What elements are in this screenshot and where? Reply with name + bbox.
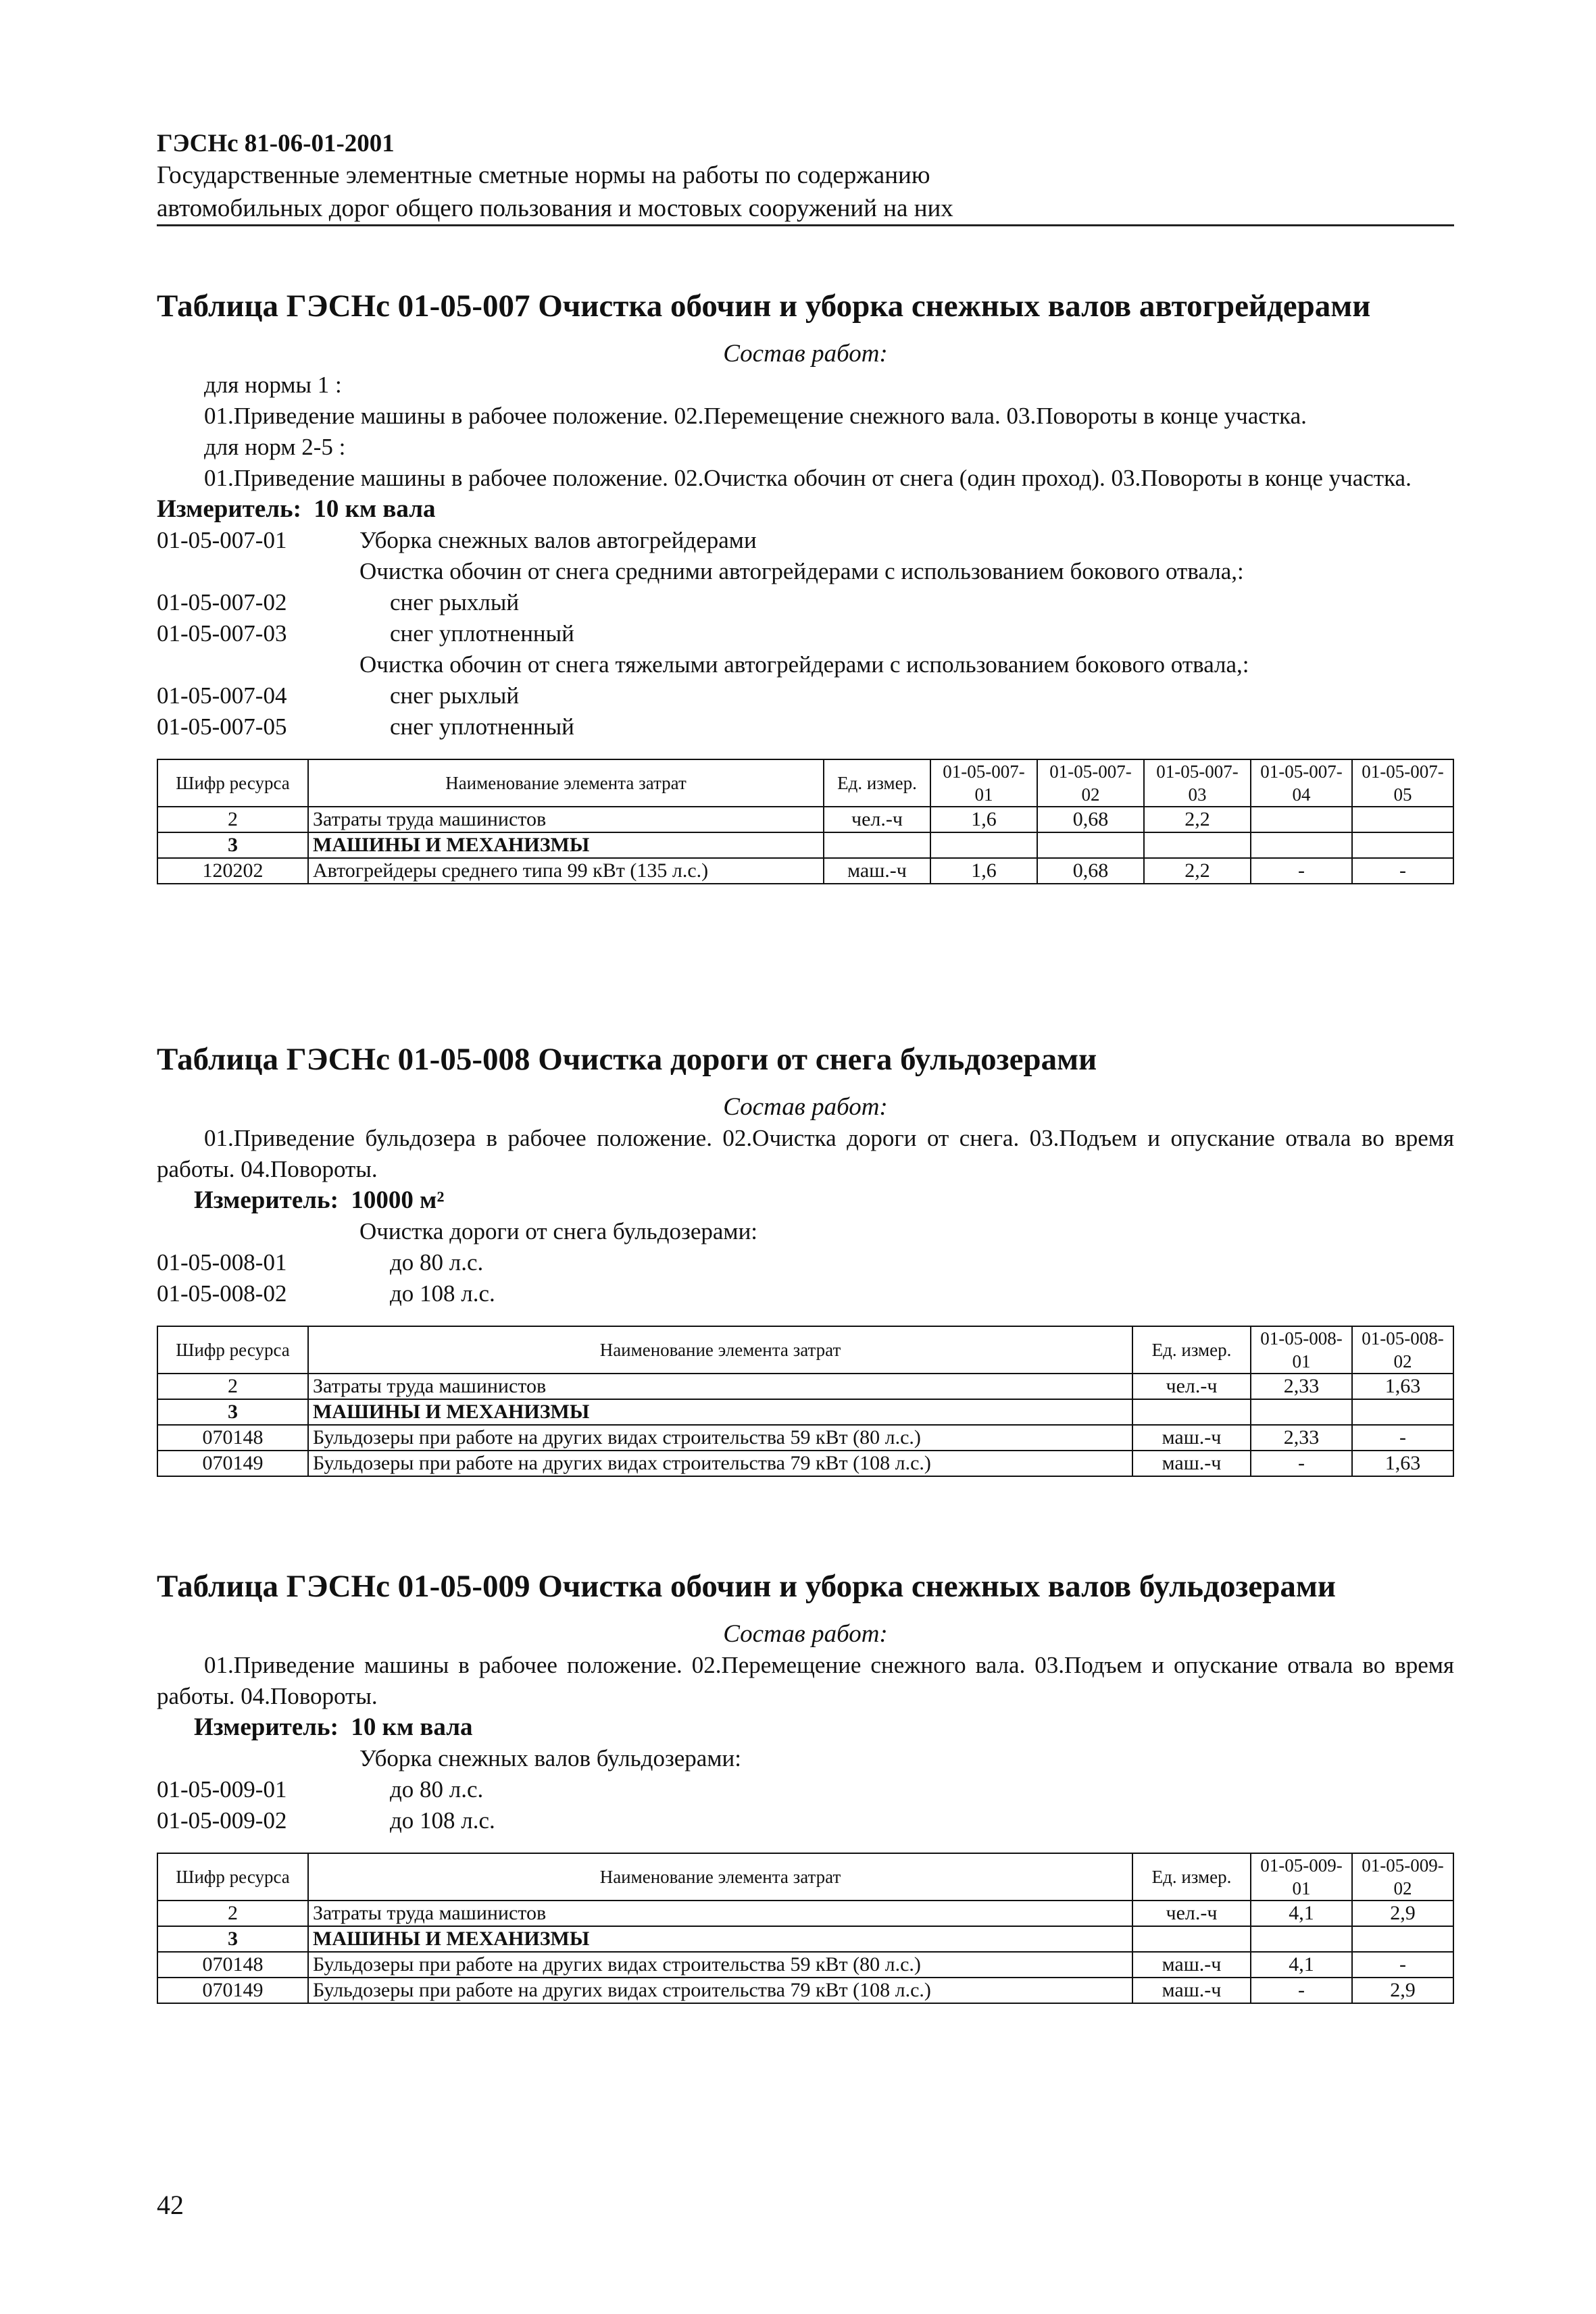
measure-unit: Измеритель: 10000 м² [194, 1186, 445, 1214]
work-description: 01.Приведение машины в рабочее положение. 02.Перемещение снежного вала. 03.Подъем и опускание отвала во время работы. 04.Повороты. [157, 1652, 1454, 1709]
resource-table [157, 1326, 1454, 1477]
section-title: Таблица ГЭСНс 01-05-007 Очистка обочин и уборка снежных валов автогрейдерами [157, 288, 1371, 324]
document-subtitle-line2: автомобильных дорог общего пользования и мостовых сооружений на них [157, 193, 1454, 226]
column-header: Наименование элемента затрат [308, 1853, 1132, 1901]
column-header: Наименование элемента затрат [308, 1326, 1132, 1374]
norm-item: 01-05-008-01 до 80 л.с. [157, 1249, 484, 1276]
column-header: Шифр ресурса [157, 759, 308, 807]
norm-scope-1: для нормы 1 : [204, 372, 342, 398]
column-header: Ед. измер. [1132, 1326, 1251, 1374]
norm-item: Уборка снежных валов бульдозерами: [359, 1745, 741, 1771]
column-header: 01-05-007-05 [1352, 759, 1453, 807]
table-row: 3 МАШИНЫ И МЕХАНИЗМЫ [157, 832, 1453, 858]
column-header: 01-05-009-01 [1251, 1853, 1352, 1901]
table-row: 120202 Автогрейдеры среднего типа 99 кВт (135 л.с.) маш.-ч 1,6 0,68 2,2 - - [157, 858, 1453, 884]
column-header: Ед. измер. [824, 759, 930, 807]
resource-table [157, 1853, 1454, 2004]
section-title: Таблица ГЭСНс 01-05-008 Очистка дороги от снега бульдозерами [157, 1042, 1097, 1077]
norm-item: 01-05-007-01 Уборка снежных валов автогрейдерами [157, 527, 757, 553]
norm-item: 01-05-007-05 снег уплотненный [157, 713, 574, 740]
column-header: 01-05-007-04 [1251, 759, 1352, 807]
work-description-1: 01.Приведение машины в рабочее положение. 02.Перемещение снежного вала. 03.Повороты в конце участка. [204, 403, 1307, 429]
column-header: 01-05-008-02 [1352, 1326, 1453, 1374]
norm-item: Очистка обочин от снега тяжелыми автогрейдерами с использованием бокового отвала,: [359, 651, 1249, 678]
column-header: 01-05-007-03 [1144, 759, 1251, 807]
table-row: 2 Затраты труда машинистов чел.-ч 4,1 2,9 [157, 1901, 1453, 1926]
section-01-05-008 [157, 1040, 1454, 1477]
column-header: 01-05-008-01 [1251, 1326, 1352, 1374]
table-row: 2 Затраты труда машинистов чел.-ч 1,6 0,68 2,2 [157, 807, 1453, 832]
column-header: 01-05-007-01 [930, 759, 1037, 807]
section-title: Таблица ГЭСНс 01-05-009 Очистка обочин и уборка снежных валов бульдозерами [157, 1569, 1336, 1604]
table-row: 070149 Бульдозеры при работе на других видах строительства 79 кВт (108 л.с.) маш.-ч - 1,63 [157, 1451, 1453, 1476]
norm-item: 01-05-007-04 снег рыхлый [157, 682, 520, 709]
norm-item: 01-05-009-02 до 108 л.с. [157, 1807, 495, 1834]
table-header-row [157, 759, 1453, 807]
column-header: Шифр ресурса [157, 1326, 308, 1374]
work-composition-label: Состав работ: [723, 1093, 888, 1121]
table-row: 070148 Бульдозеры при работе на других видах строительства 59 кВт (80 л.с.) маш.-ч 4,1 - [157, 1952, 1453, 1978]
column-header: Наименование элемента затрат [308, 759, 824, 807]
table-row: 3 МАШИНЫ И МЕХАНИЗМЫ [157, 1399, 1453, 1425]
measure-unit: Измеритель: 10 км вала [157, 495, 436, 523]
table-row: 070148 Бульдозеры при работе на других видах строительства 59 кВт (80 л.с.) маш.-ч 2,33 - [157, 1425, 1453, 1451]
norm-item: 01-05-009-01 до 80 л.с. [157, 1776, 484, 1803]
resource-table [157, 759, 1454, 884]
section-01-05-007 [157, 287, 1454, 884]
page-number: 42 [157, 2190, 184, 2220]
norm-item: 01-05-007-03 снег уплотненный [157, 620, 574, 647]
norm-item: Очистка дороги от снега бульдозерами: [359, 1218, 758, 1244]
column-header: Шифр ресурса [157, 1853, 308, 1901]
document-subtitle-line1: Государственные элементные сметные нормы на работы по содержанию [157, 161, 930, 189]
table-header-row [157, 1853, 1453, 1901]
table-row: 2 Затраты труда машинистов чел.-ч 2,33 1,63 [157, 1374, 1453, 1399]
norm-item: 01-05-007-02 снег рыхлый [157, 589, 520, 615]
measure-unit: Измеритель: 10 км вала [194, 1713, 473, 1741]
column-header: 01-05-009-02 [1352, 1853, 1453, 1901]
column-header: Ед. измер. [1132, 1853, 1251, 1901]
norm-item: 01-05-008-02 до 108 л.с. [157, 1280, 495, 1307]
work-description: 01.Приведение бульдозера в рабочее положение. 02.Очистка дороги от снега. 03.Подъем и опускание отвала во время работы. 04.Повороты. [157, 1125, 1454, 1182]
work-composition-label: Состав работ: [723, 1620, 888, 1648]
norm-item: Очистка обочин от снега средними автогрейдерами с использованием бокового отвала,: [359, 558, 1244, 584]
column-header: 01-05-007-02 [1037, 759, 1144, 807]
norm-scope-2: для норм 2-5 : [204, 434, 346, 460]
section-01-05-009 [157, 1567, 1454, 2004]
table-row: 070149 Бульдозеры при работе на других видах строительства 79 кВт (108 л.с.) маш.-ч - 2,9 [157, 1978, 1453, 2003]
table-row: 3 МАШИНЫ И МЕХАНИЗМЫ [157, 1926, 1453, 1952]
work-description-2: 01.Приведение машины в рабочее положение. 02.Очистка обочин от снега (один проход). 03.Повороты в конце участка. [204, 465, 1412, 491]
table-header-row [157, 1326, 1453, 1374]
work-composition-label: Состав работ: [723, 340, 888, 368]
document-code: ГЭСНс 81-06-01-2001 [157, 130, 395, 157]
document-header [157, 128, 1454, 226]
